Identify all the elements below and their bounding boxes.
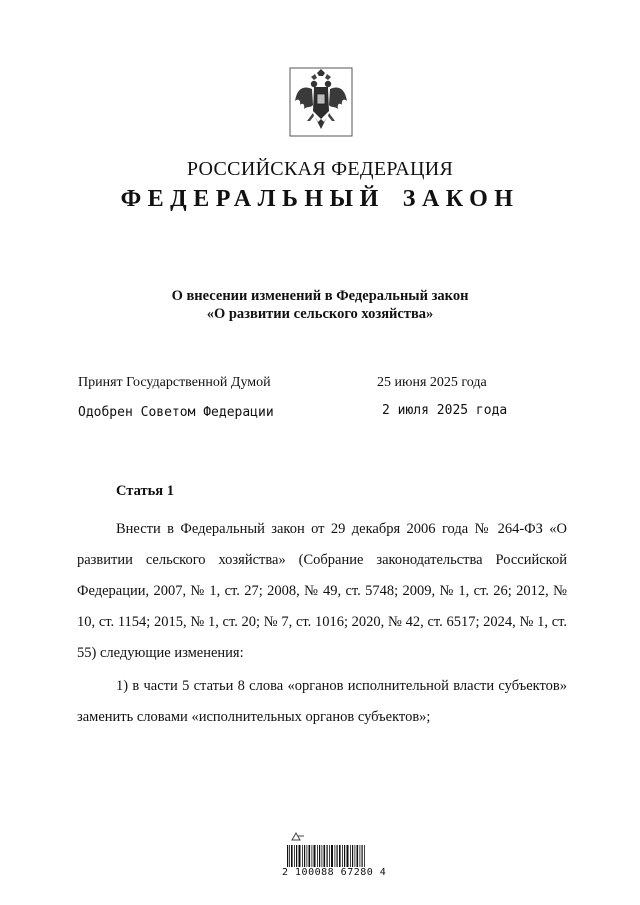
council-approval-label: Одобрен Советом Федерации [78, 405, 274, 420]
document-type [0, 186, 640, 213]
barcode-image [286, 845, 366, 867]
article-item-1: 1) в части 5 статьи 8 слова «органов исполнительной власти субъектов» заменить словами «исполнительных органов субъектов»; [77, 678, 567, 725]
council-approval-date: 2 июля 2025 года [382, 403, 508, 418]
article-body [77, 514, 567, 733]
duma-adoption-label: Принят Государственной Думой [78, 375, 271, 390]
barcode-mark-icon [290, 830, 306, 842]
law-title [0, 287, 640, 323]
article-heading: Статья 1 [116, 483, 174, 499]
article-intro-paragraph: Внести в Федеральный закон от 29 декабря 2006 года № 264-ФЗ «О развитии сельского хозяйства» (Собрание законодательства Российской Федерации, 2007, № 1, ст. 27; 2008, № 49, ст. 5748; 2009, № 1, ст. 26; 2012, № 10, ст. 1154; 2015, № 1, ст. 20; № 7, ст. 1016; 2020, № 42, ст. 6517; 2024, № 1, ст. 55) следующие изменения: [77, 521, 567, 661]
country-name: РОССИЙСКАЯ ФЕДЕРАЦИЯ [186, 158, 454, 180]
law-title-line-2: «О развитии сельского хозяйства» [206, 306, 434, 322]
document-type-word-1: ФЕДЕРАЛЬНЫЙ [120, 186, 385, 212]
russian-coat-of-arms-icon [289, 67, 353, 137]
barcode-number: 2 100088 67280 4 [282, 867, 387, 878]
document-type-word-2: ЗАКОН [402, 186, 520, 212]
law-title-line-1: О внесении изменений в Федеральный закон [171, 288, 469, 304]
duma-adoption-date: 25 июня 2025 года [377, 375, 487, 390]
